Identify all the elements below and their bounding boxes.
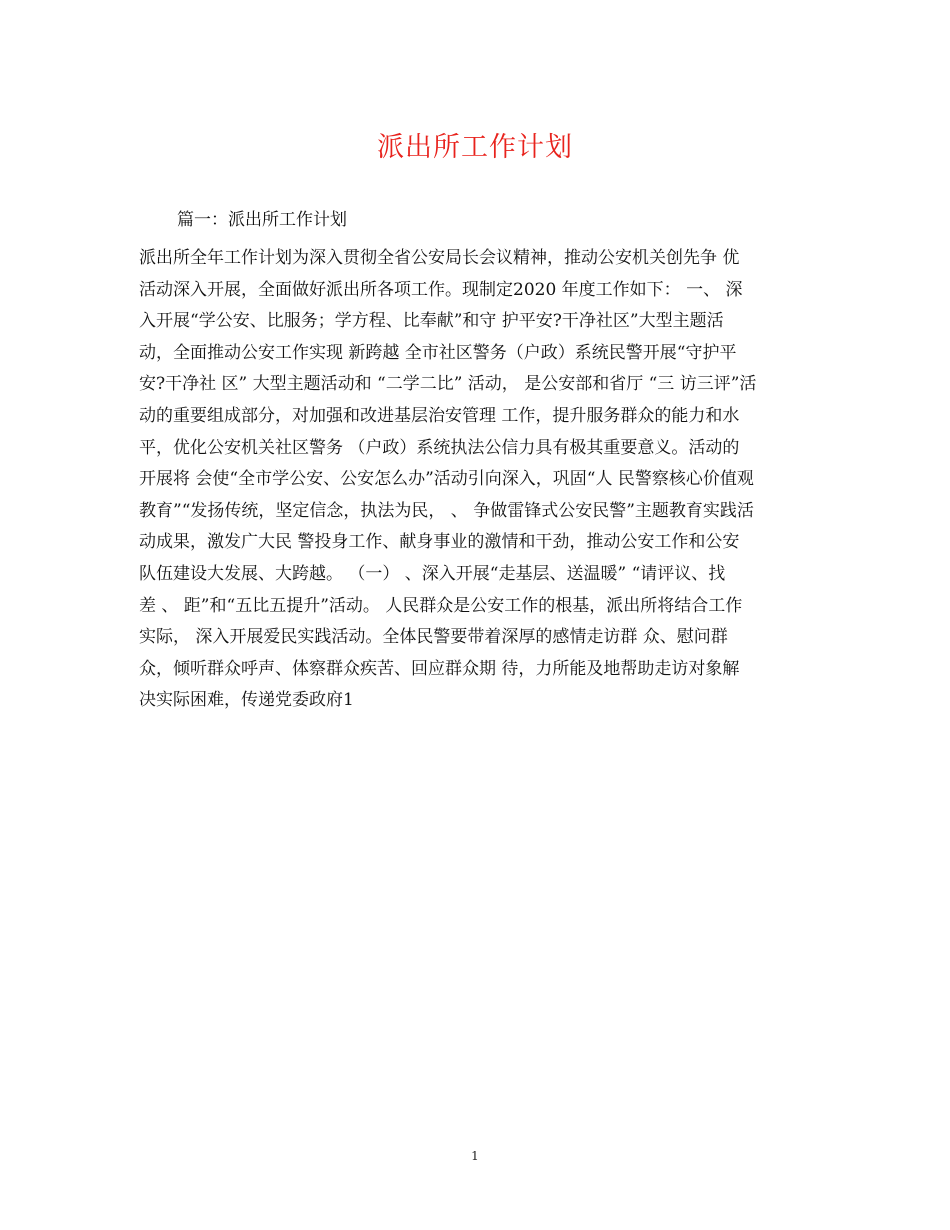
body-line: 队伍建设大发展、大跨越。 （一） 、深入开展“走基层、送温暖” “请评议、找	[139, 563, 726, 584]
body-line: 派出所全年工作计划为深入贯彻全省公安局长会议精神，推动公安机关创先争 优	[139, 248, 740, 268]
body-line: 入开展“学公安、比服务；学方程、比奉献”和守 护平安?干净社区”大型主题活	[139, 311, 724, 332]
body-line: 众，倾听群众呼声、体察群众疾苦、回应群众期 待，力所能及地帮助走访对象解	[139, 658, 740, 679]
body-line: 活动深入开展，全面做好派出所各项工作。现制定2020 年度工作如下： 一、 深	[139, 279, 743, 300]
body-line: 动，全面推动公安工作实现 新跨越 全市社区警务（户政）系统民警开展“守护平	[139, 342, 737, 363]
body-line: 平，优化公安机关社区警务 （户政）系统执法公信力具有极其重要意义。活动的	[139, 437, 740, 458]
body-line: 决实际困难，传递党委政府1	[139, 690, 354, 711]
body-line: 差 、 距”和“五比五提升”活动。 人民群众是公安工作的根基，派出所将结合工作	[139, 595, 743, 616]
section-subheading: 篇一：派出所工作计划	[177, 210, 347, 230]
page-number: 1	[471, 1149, 479, 1163]
document-title: 派出所工作计划	[377, 132, 573, 163]
body-line: 动成果，激发广大民 警投身工作、献身事业的激情和干劲，推动公安工作和公安	[139, 532, 740, 553]
body-line: 动的重要组成部分，对加强和改进基层治安管理 工作，提升服务群众的能力和水	[139, 405, 740, 426]
body-paragraph	[139, 243, 819, 717]
body-line: 开展将 会使“全市学公安、公安怎么办”活动引向深入，巩固“人 民警察核心价值观	[139, 469, 754, 490]
body-line: 安?干净社 区” 大型主题活动和 “二学二比” 活动， 是公安部和省厅 “三 访三评”活	[139, 374, 757, 395]
body-line: 实际， 深入开展爱民实践活动。全体民警要带着深厚的感情走访群 众、慰问群	[139, 627, 728, 648]
body-line: 教育”“发扬传统，坚定信念，执法为民， 、 争做雷锋式公安民警”主题教育实践活	[139, 500, 754, 521]
